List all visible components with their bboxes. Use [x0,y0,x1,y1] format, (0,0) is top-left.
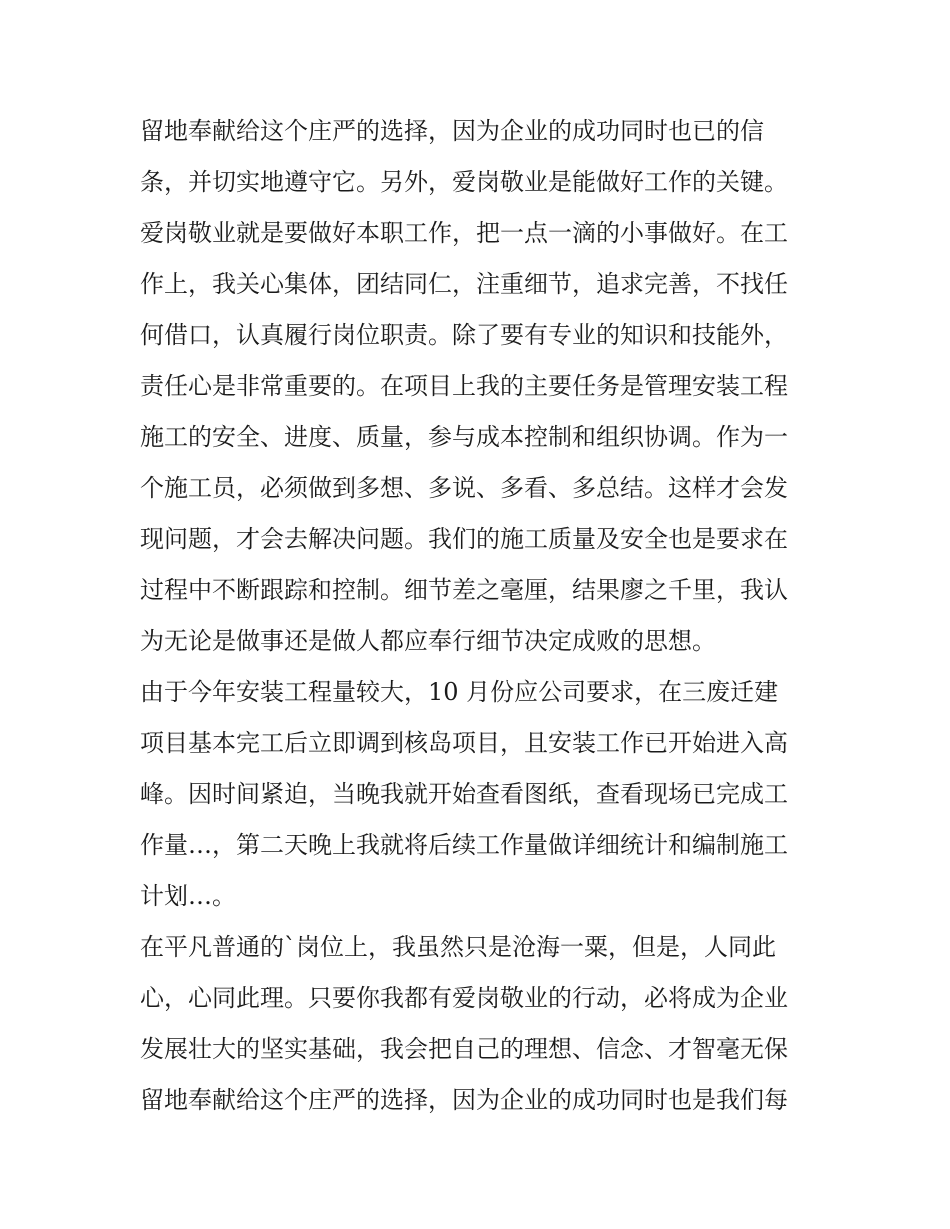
text-line-5: 何借口，认真履行岗位职责。除了要有专业的知识和技能外， [140,321,788,349]
text-line-10: 过程中不断跟踪和控制。细节差之毫厘，结果廖之千里，我认 [140,576,788,604]
text-line-18: 心，心同此理。只要你我都有爱岗敬业的行动，必将成为企业 [140,984,788,1012]
text-line-13: 项目基本完工后立即调到核岛项目，且安装工作已开始进入高 [140,729,788,757]
text-line-19: 发展壮大的坚实基础，我会把自己的理想、信念、才智毫无保 [140,1035,788,1063]
text-line-9: 现问题，才会去解决问题。我们的施工质量及安全也是要求在 [140,525,788,553]
text-line-11: 为无论是做事还是做人都应奉行细节决定成败的思想。 [140,627,716,655]
text-line-15: 作量…，第二天晚上我就将后续工作量做详细统计和编制施工 [140,831,788,859]
text-line-4: 作上，我关心集体，团结同仁，注重细节，追求完善，不找任 [140,270,788,298]
text-line-17: 在平凡普通的`岗位上，我虽然只是沧海一粟，但是，人同此 [140,933,776,961]
document-body [140,106,830,1126]
text-line-16: 计划…。 [140,882,236,910]
text-line-1: 留地奉献给这个庄严的选择，因为企业的成功同时也已的信 [140,117,764,145]
text-line-3: 爱岗敬业就是要做好本职工作，把一点一滴的小事做好。在工 [140,219,788,247]
text-line-20: 留地奉献给这个庄严的选择，因为企业的成功同时也是我们每 [140,1086,788,1114]
text-line-8: 个施工员，必须做到多想、多说、多看、多总结。这样才会发 [140,474,788,502]
text-line-7: 施工的安全、进度、质量，参与成本控制和组织协调。作为一 [140,423,788,451]
text-line-6: 责任心是非常重要的。在项目上我的主要任务是管理安装工程 [140,372,788,400]
text-line-2: 条，并切实地遵守它。另外，爱岗敬业是能做好工作的关键。 [140,168,788,196]
text-line-14: 峰。因时间紧迫，当晚我就开始查看图纸，查看现场已完成工 [140,780,788,808]
text-line-12: 由于今年安装工程量较大，10 月份应公司要求，在三废迁建 [140,678,779,706]
